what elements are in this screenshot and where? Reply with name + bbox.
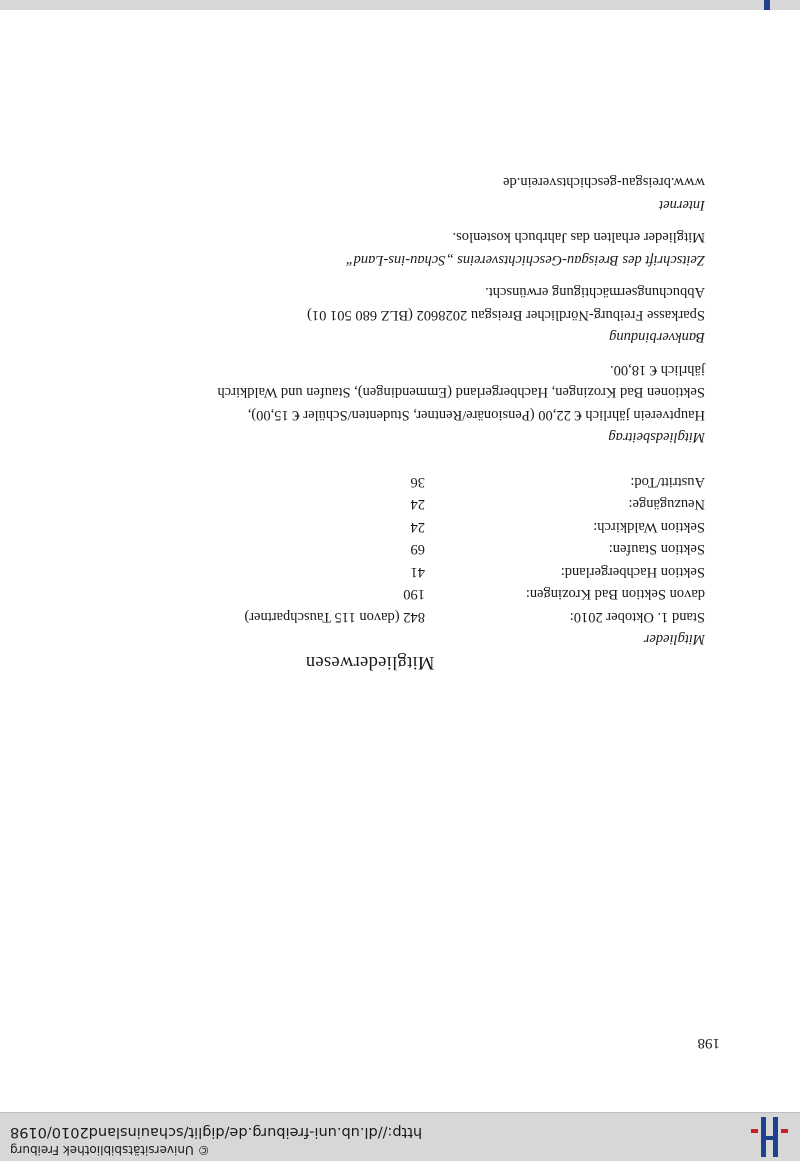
member-stat-label: Stand 1. Oktober 2010: (569, 609, 705, 625)
member-stat-row (105, 516, 705, 539)
member-stat-label: Sektion Staufen: (608, 541, 705, 558)
member-stat-label: Sektion Hachbergerland: (560, 564, 705, 580)
member-stat-value: 69 (410, 541, 425, 558)
fee-line: Hauptverein jährlich € 22,00 (Pensionäre/Rentner, Studenten/Schüler € 15,00), (247, 407, 705, 423)
internet-heading: Internet (659, 197, 705, 213)
viewer-header (0, 1112, 800, 1161)
page-title: Mitgliederwesen (305, 652, 435, 672)
footer-logo-icon (764, 0, 770, 10)
journal-heading: Zeitschrift des Breisgau-Geschichtsvereins „Schau-ins-Land“ (345, 252, 705, 268)
member-stat-value: 24 (410, 519, 425, 535)
member-stat-value: 842 (davon 115 Tauschpartner) (244, 609, 425, 625)
member-stat-row (105, 561, 705, 584)
member-stat-row (105, 606, 705, 629)
member-stat-row (105, 538, 705, 561)
member-stat-value: 190 (403, 586, 425, 603)
document-url-link[interactable]: http://dl.ub.uni-freiburg.de/diglit/schauinsland2010/0198 (10, 1124, 423, 1140)
members-heading: Mitglieder (643, 631, 705, 648)
university-logo-icon (748, 1117, 788, 1157)
member-stat-label: Austritt/Tod: (630, 474, 705, 490)
copyright-text: © Universitätsbibliothek Freiburg (10, 1143, 210, 1157)
document-body (105, 171, 705, 673)
member-stat-label: Neuzugänge: (628, 496, 705, 513)
member-stat-row (105, 583, 705, 606)
journal-text: Mitglieder erhalten das Jahrbuch kostenlos. (452, 229, 705, 246)
member-stat-label: Sektion Waldkirch: (593, 519, 705, 535)
member-stat-value: 41 (410, 564, 425, 580)
viewer-footer (0, 0, 800, 10)
bank-line: Sparkasse Freiburg-Nördlicher Breisgau 2028602 (BLZ 680 501 01) (306, 307, 705, 323)
page-number: 198 (697, 1035, 720, 1051)
bank-line: Abbuchungsermächtigung erwünscht. (485, 284, 705, 301)
fee-line: Sektionen Bad Krozingen, Hachbergerland (Emmendingen), Staufen und Waldkirch (217, 384, 705, 401)
member-stat-label: davon Sektion Bad Krozingen: (525, 586, 705, 603)
bank-heading: Bankverbindung (609, 329, 705, 346)
member-stat-row (105, 471, 705, 494)
fee-heading: Mitgliedsbeitrag (608, 429, 705, 446)
member-stat-value: 24 (410, 496, 425, 513)
member-stat-row (105, 493, 705, 516)
internet-link[interactable]: www.breisgau-geschichtsverein.de (503, 174, 705, 191)
fee-line: jährlich € 18,00. (609, 362, 705, 378)
member-stat-value: 36 (410, 474, 425, 490)
